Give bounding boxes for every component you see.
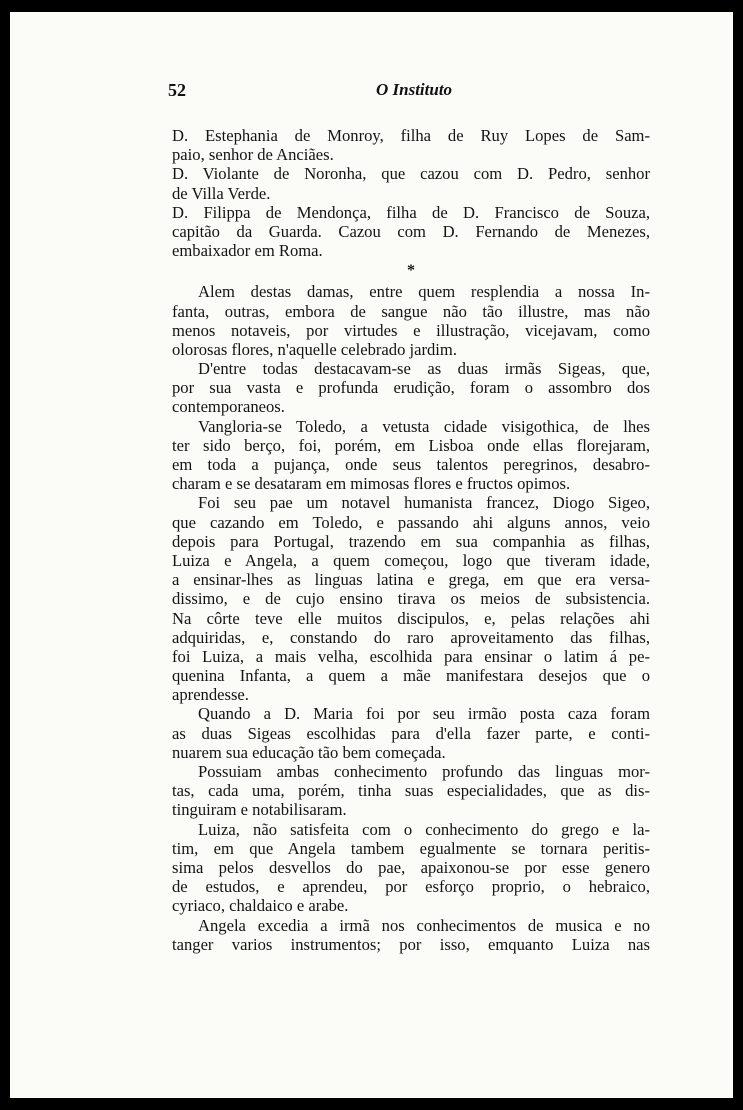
text-line: tim, em que Angela tambem egualmente se tornara peritis- bbox=[172, 838, 650, 858]
paragraph bbox=[172, 164, 650, 202]
text-line: Foi seu pae um notavel humanista francez, Diogo Sigeo, bbox=[198, 493, 650, 513]
text-line: menos notaveis, por virtudes e illustração, vicejavam, como bbox=[172, 320, 650, 340]
running-title: O Instituto bbox=[376, 80, 453, 99]
paragraph bbox=[172, 282, 650, 359]
text-line: aprendesse. bbox=[172, 685, 249, 705]
text-line: nuarem sua educação tão bem começada. bbox=[172, 742, 446, 762]
text-line: adquiridas, e, constando do raro aproveitamento das filhas, bbox=[172, 627, 650, 647]
text-line: a ensinar-lhes as linguas latina e grega, em que era versa- bbox=[172, 570, 650, 590]
text-line: as duas Sigeas escolhidas para d'ella fazer parte, e conti- bbox=[172, 723, 650, 743]
main-text bbox=[172, 282, 650, 954]
text-line: tas, cada uma, porém, tinha suas especialidades, que as dis- bbox=[172, 781, 650, 801]
text-line: Vangloria-se Toledo, a vetusta cidade visigothica, de lhes bbox=[198, 416, 650, 436]
text-line: D. Filippa de Mendonça, filha de D. Francisco de Souza, bbox=[172, 202, 650, 222]
paragraph bbox=[172, 704, 650, 762]
text-line: de estudos, e aprendeu, por esforço proprio, o hebraico, bbox=[172, 877, 650, 897]
text-line: de Villa Verde. bbox=[172, 183, 271, 203]
text-line: Possuiam ambas conhecimento profundo das linguas mor- bbox=[198, 762, 650, 781]
paragraph bbox=[172, 916, 650, 954]
page-header bbox=[168, 80, 648, 106]
paragraph bbox=[172, 820, 650, 916]
ladies-list bbox=[172, 126, 650, 260]
paragraph bbox=[172, 417, 650, 494]
paragraph bbox=[172, 359, 650, 417]
text-line: D'entre todas destacavam-se as duas irmãs Sigeas, que, bbox=[198, 359, 650, 379]
section-separator: * bbox=[407, 262, 415, 280]
text-line: depois para Portugal, trazendo em sua companhia as filhas, bbox=[172, 531, 650, 551]
text-line: olorosas flores, n'aquelle celebrado jardim. bbox=[172, 339, 457, 359]
paragraph bbox=[172, 126, 650, 164]
text-line: Na côrte teve elle muitos discipulos, e, pelas relações ahi bbox=[172, 608, 650, 628]
text-line: sima pelos desvellos do pae, apaixonou-se por esse genero bbox=[172, 857, 650, 877]
text-line: cyriaco, chaldaico e arabe. bbox=[172, 896, 349, 916]
text-line: em toda a pujança, onde seus talentos peregrinos, desabro- bbox=[172, 455, 650, 474]
text-line: Angela excedia a irmã nos conhecimentos de musica e no bbox=[198, 915, 650, 935]
text-line: D. Estephania de Monroy, filha de Ruy Lopes de Sam- bbox=[172, 126, 650, 145]
body-text bbox=[172, 126, 650, 954]
text-line: dissimo, e de cujo ensino tirava os meios de subsistencia. bbox=[172, 589, 650, 609]
page-number: 52 bbox=[168, 80, 186, 100]
text-line: por sua vasta e profunda erudição, foram o assombro dos bbox=[172, 378, 650, 398]
text-line: tinguiram e notabilisaram. bbox=[172, 800, 347, 820]
text-line: contemporaneos. bbox=[172, 397, 285, 417]
text-line: Luiza e Angela, a quem começou, logo que tiveram idade, bbox=[172, 550, 650, 570]
text-line: foi Luiza, a mais velha, escolhida para ensinar o latim á pe- bbox=[172, 646, 650, 666]
page bbox=[10, 12, 733, 1098]
text-line: tanger varios instrumentos; por isso, emquanto Luiza nas bbox=[172, 934, 650, 954]
text-line: que cazando em Toledo, e passando ahi alguns annos, veio bbox=[172, 512, 650, 532]
paragraph bbox=[172, 493, 650, 704]
text-line: Quando a D. Maria foi por seu irmão posta caza foram bbox=[198, 704, 650, 724]
text-line: D. Violante de Noronha, que cazou com D. Pedro, senhor bbox=[172, 164, 650, 184]
text-line: Alem destas damas, entre quem resplendia a nossa In- bbox=[198, 282, 650, 302]
text-line: paio, senhor de Anciães. bbox=[172, 145, 334, 165]
text-line: embaixador em Roma. bbox=[172, 241, 323, 261]
text-line: fanta, outras, embora de sangue não tão illustre, mas não bbox=[172, 301, 650, 321]
paragraph bbox=[172, 762, 650, 820]
text-line: ter sido berço, foi, porém, em Lisboa onde ellas florejaram, bbox=[172, 435, 650, 455]
text-line: charam e se desataram em mimosas flores e fructos opimos. bbox=[172, 474, 571, 494]
text-line: quenina Infanta, a quem a mãe manifestara desejos que o bbox=[172, 666, 650, 686]
text-line: Luiza, não satisfeita com o conhecimento do grego e la- bbox=[198, 819, 650, 839]
paragraph bbox=[172, 203, 650, 261]
text-line: capitão da Guarda. Cazou com D. Fernando de Menezes, bbox=[172, 221, 650, 241]
